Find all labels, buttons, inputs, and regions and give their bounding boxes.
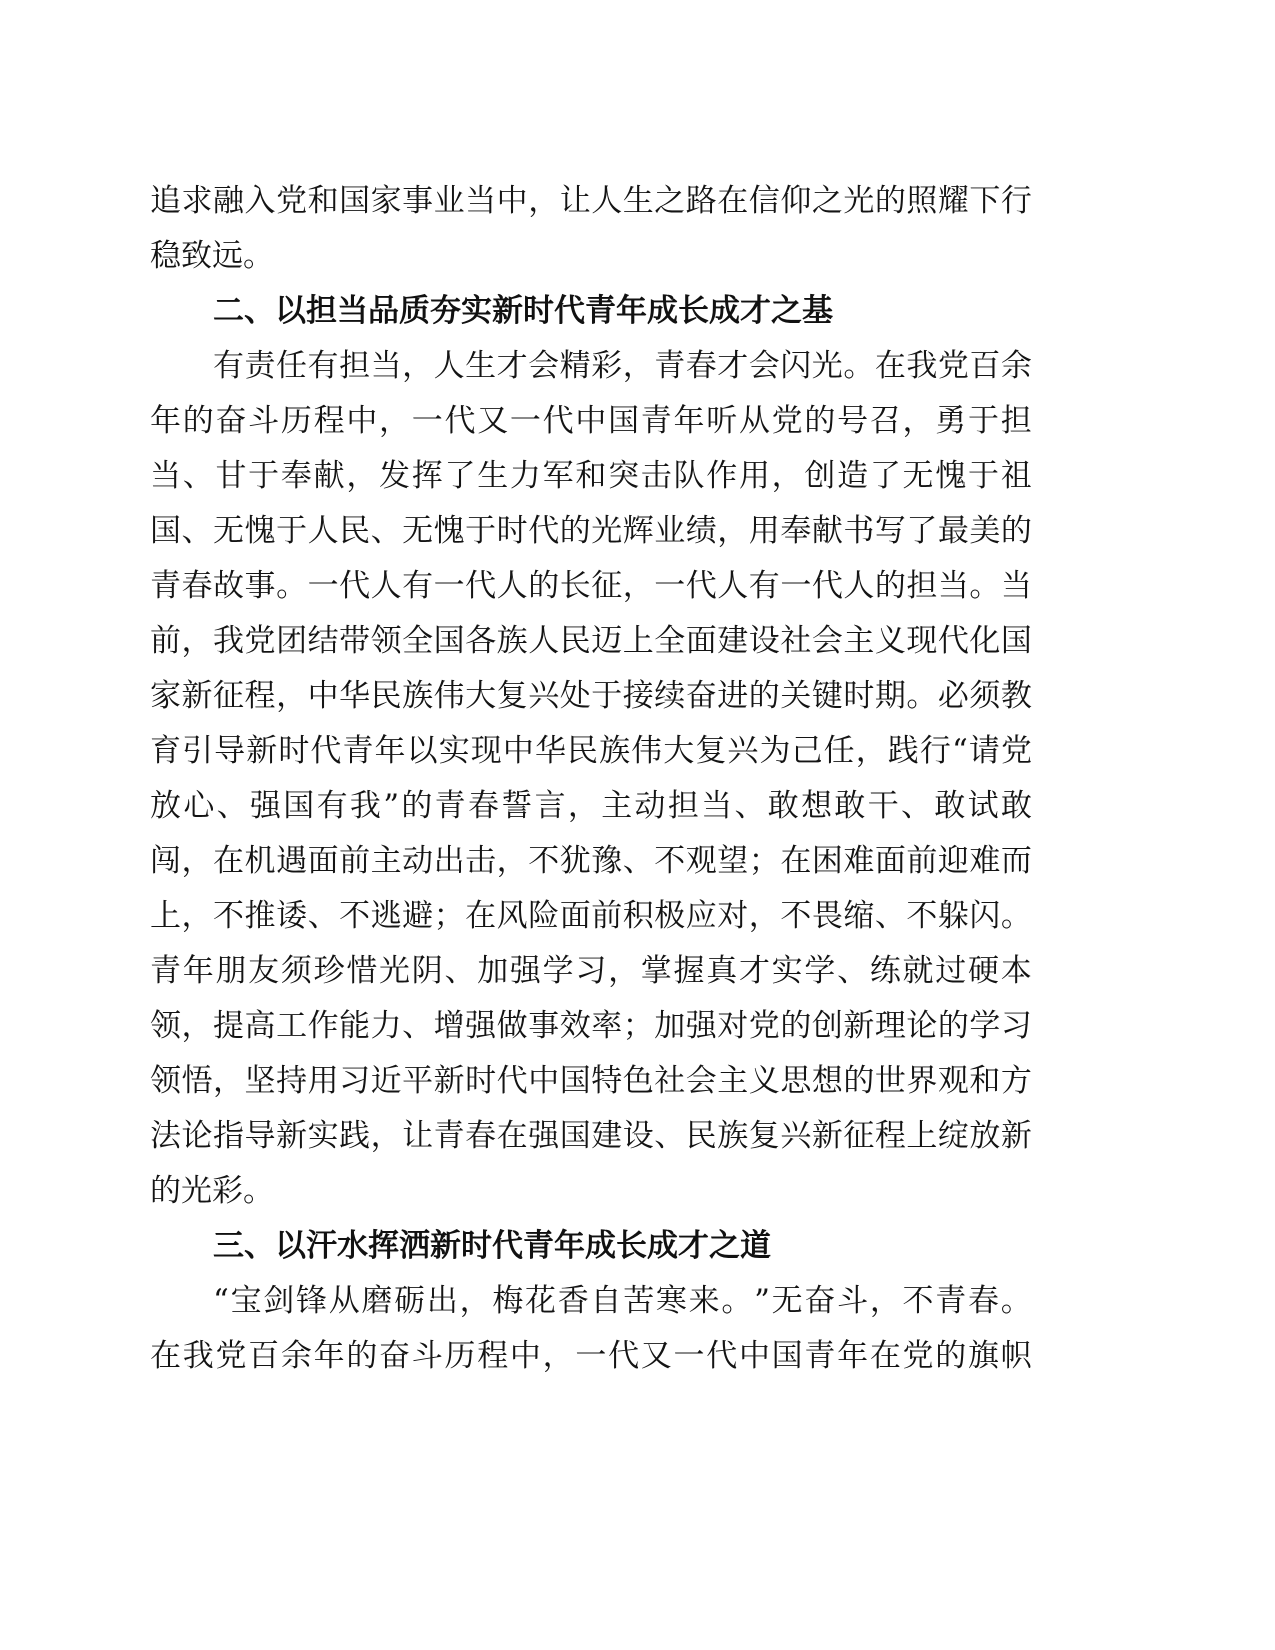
paragraph-line: 上 ， 不 推 诿 、 不 逃 避 ； 在 风 险 面 前 积 极 应 对 ， 不 畏 缩 、 不 躲 闪 。 xyxy=(150,898,1032,934)
paragraph-line: 稳致远。 xyxy=(150,238,274,274)
paragraph-line: 追 求 融 入 党 和 国 家 事 业 当 中 ， 让 人 生 之 路 在 信 仰 之 光 的 照 耀 下 行 xyxy=(150,183,1032,219)
paragraph-line: 家 新 征 程 ， 中 华 民 族 伟 大 复 兴 处 于 接 续 奋 进 的 关 键 时 期 。 必 须 教 xyxy=(150,678,1032,714)
paragraph-line: 领 ， 提 高 工 作 能 力 、 增 强 做 事 效 率 ； 加 强 对 党 的 创 新 理 论 的 学 习 xyxy=(150,1008,1032,1044)
paragraph-line: 闯 ， 在 机 遇 面 前 主 动 出 击 ， 不 犹 豫 、 不 观 望 ； 在 困 难 面 前 迎 难 而 xyxy=(150,843,1032,879)
paragraph-line: 法 论 指 导 新 实 践 ， 让 青 春 在 强 国 建 设 、 民 族 复 兴 新 征 程 上 绽 放 新 xyxy=(150,1118,1032,1154)
paragraph-line: 在 我 党 百 余 年 的 奋 斗 历 程 中 ， 一 代 又 一 代 中 国 青 年 在 党 的 旗 帜 xyxy=(150,1338,1032,1374)
document-body xyxy=(150,174,1032,1384)
paragraph-line: 领 悟 ， 坚 持 用 习 近 平 新 时 代 中 国 特 色 社 会 主 义 思 想 的 世 界 观 和 方 xyxy=(150,1063,1032,1099)
paragraph-line: 当 、 甘 于 奉 献 ， 发 挥 了 生 力 军 和 突 击 队 作 用 ， 创 造 了 无 愧 于 祖 xyxy=(150,458,1032,494)
paragraph-line: 青 年 朋 友 须 珍 惜 光 阴 、 加 强 学 习 ， 掌 握 真 才 实 学 、 练 就 过 硬 本 xyxy=(150,953,1032,989)
paragraph-line: 青 春 故 事 。 一 代 人 有 一 代 人 的 长 征 ， 一 代 人 有 一 代 人 的 担 当 。 当 xyxy=(150,568,1032,604)
paragraph-line: 育 引 导 新 时 代 青 年 以 实 现 中 华 民 族 伟 大 复 兴 为 己 任 ， 践 行 “ 请 党 xyxy=(150,733,1032,769)
section-heading: 二、以担当品质夯实新时代青年成长成才之基 xyxy=(213,293,833,329)
paragraph-line: 放 心 、 强 国 有 我 ” 的 青 春 誓 言 ， 主 动 担 当 、 敢 想 敢 干 、 敢 试 敢 xyxy=(150,788,1032,824)
paragraph-line: 有 责 任 有 担 当 ， 人 生 才 会 精 彩 ， 青 春 才 会 闪 光 。 在 我 党 百 余 xyxy=(213,348,1032,384)
section-heading: 三、以汗水挥洒新时代青年成长成才之道 xyxy=(213,1228,771,1264)
paragraph-line: 国 、 无 愧 于 人 民 、 无 愧 于 时 代 的 光 辉 业 绩 ， 用 奉 献 书 写 了 最 美 的 xyxy=(150,513,1032,549)
paragraph-line: “ 宝 剑 锋 从 磨 砺 出 ， 梅 花 香 自 苦 寒 来 。 ” 无 奋 斗 ， 不 青 春 。 xyxy=(213,1283,1032,1319)
paragraph-line: 年 的 奋 斗 历 程 中 ， 一 代 又 一 代 中 国 青 年 听 从 党 的 号 召 ， 勇 于 担 xyxy=(150,403,1032,439)
paragraph-line: 前 ， 我 党 团 结 带 领 全 国 各 族 人 民 迈 上 全 面 建 设 社 会 主 义 现 代 化 国 xyxy=(150,623,1032,659)
paragraph-line: 的光彩。 xyxy=(150,1173,274,1209)
